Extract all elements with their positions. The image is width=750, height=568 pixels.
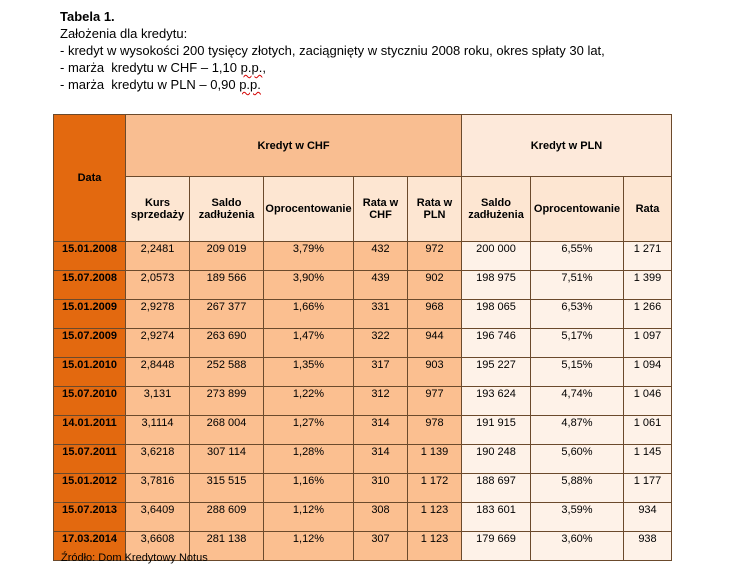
cell-exchange-rate: 3,6218	[126, 445, 190, 474]
cell-pln-balance: 198 975	[462, 271, 531, 300]
cell-installment-chf: 314	[354, 445, 408, 474]
group-header-row	[54, 115, 672, 177]
cell-installment-chf: 310	[354, 474, 408, 503]
table-row	[54, 387, 672, 416]
cell-installment-chf: 307	[354, 532, 408, 561]
cell-pln-interest: 5,15%	[531, 358, 624, 387]
cell-chf-balance: 281 138	[190, 532, 264, 561]
cell-chf-interest: 1,66%	[264, 300, 354, 329]
cell-installment-pln: 902	[408, 271, 462, 300]
cell-pln-installment: 1 266	[624, 300, 672, 329]
cell-pln-balance: 191 915	[462, 416, 531, 445]
table-title: Tabela 1.	[60, 9, 115, 24]
cell-exchange-rate: 3,7816	[126, 474, 190, 503]
pln-group-header: Kredyt w PLN	[462, 115, 672, 177]
cell-chf-interest: 3,90%	[264, 271, 354, 300]
cell-pln-installment: 1 061	[624, 416, 672, 445]
cell-exchange-rate: 2,2481	[126, 242, 190, 271]
assumption-loan-amount: - kredyt w wysokości 200 tysięcy złotych, zaciągnięty w styczniu 2008 roku, okres spłaty 30 lat,	[60, 43, 605, 58]
cell-exchange-rate: 2,8448	[126, 358, 190, 387]
cell-pln-balance: 190 248	[462, 445, 531, 474]
cell-installment-chf: 331	[354, 300, 408, 329]
cell-installment-chf: 322	[354, 329, 408, 358]
cell-chf-interest: 1,47%	[264, 329, 354, 358]
cell-pln-balance: 200 000	[462, 242, 531, 271]
table-row	[54, 445, 672, 474]
cell-installment-chf: 312	[354, 387, 408, 416]
date-column-header: Data	[54, 115, 126, 242]
cell-pln-interest: 5,88%	[531, 474, 624, 503]
col-chf-interest: Oprocentowanie	[264, 177, 354, 242]
cell-chf-balance: 268 004	[190, 416, 264, 445]
pp-comma: ,	[262, 60, 266, 75]
cell-pln-interest: 3,59%	[531, 503, 624, 532]
row-date: 15.07.2010	[54, 387, 126, 416]
cell-exchange-rate: 2,9274	[126, 329, 190, 358]
row-date: 15.07.2009	[54, 329, 126, 358]
cell-chf-interest: 1,35%	[264, 358, 354, 387]
table-row	[54, 300, 672, 329]
cell-installment-chf: 308	[354, 503, 408, 532]
cell-pln-interest: 5,17%	[531, 329, 624, 358]
cell-chf-balance: 263 690	[190, 329, 264, 358]
cell-installment-pln: 978	[408, 416, 462, 445]
cell-pln-installment: 938	[624, 532, 672, 561]
col-exchange-rate: Kurs sprzedaży	[126, 177, 190, 242]
cell-installment-chf: 314	[354, 416, 408, 445]
cell-installment-pln: 1 172	[408, 474, 462, 503]
cell-pln-interest: 5,60%	[531, 445, 624, 474]
cell-chf-interest: 1,12%	[264, 532, 354, 561]
cell-pln-balance: 196 746	[462, 329, 531, 358]
cell-chf-balance: 315 515	[190, 474, 264, 503]
cell-chf-balance: 267 377	[190, 300, 264, 329]
table-row	[54, 271, 672, 300]
cell-chf-balance: 288 609	[190, 503, 264, 532]
cell-pln-interest: 3,60%	[531, 532, 624, 561]
assumptions-heading: Założenia dla kredytu:	[60, 26, 188, 41]
cell-pln-balance: 193 624	[462, 387, 531, 416]
col-chf-balance: Saldo zadłużenia	[190, 177, 264, 242]
table-row	[54, 242, 672, 271]
cell-pln-installment: 934	[624, 503, 672, 532]
cell-chf-interest: 1,22%	[264, 387, 354, 416]
cell-chf-balance: 189 566	[190, 271, 264, 300]
cell-exchange-rate: 2,0573	[126, 271, 190, 300]
row-date: 15.07.2011	[54, 445, 126, 474]
table-row	[54, 416, 672, 445]
row-date: 15.01.2009	[54, 300, 126, 329]
row-date: 17.03.2014	[54, 532, 126, 561]
table-body	[54, 242, 672, 561]
cell-chf-interest: 1,27%	[264, 416, 354, 445]
table-row	[54, 329, 672, 358]
row-date: 15.07.2008	[54, 271, 126, 300]
column-header-row	[54, 177, 672, 242]
table-caption	[60, 8, 740, 93]
pp-unit-chf: p.p.	[240, 60, 263, 75]
cell-pln-installment: 1 097	[624, 329, 672, 358]
cell-installment-pln: 972	[408, 242, 462, 271]
row-date: 15.07.2013	[54, 503, 126, 532]
cell-pln-installment: 1 046	[624, 387, 672, 416]
cell-installment-chf: 317	[354, 358, 408, 387]
cell-pln-installment: 1 145	[624, 445, 672, 474]
cell-chf-interest: 3,79%	[264, 242, 354, 271]
cell-chf-balance: 209 019	[190, 242, 264, 271]
pp-unit-pln: p.p.	[239, 77, 261, 92]
col-pln-interest: Oprocentowanie	[531, 177, 624, 242]
cell-chf-interest: 1,16%	[264, 474, 354, 503]
cell-chf-balance: 307 114	[190, 445, 264, 474]
cell-pln-installment: 1 399	[624, 271, 672, 300]
col-pln-installment: Rata	[624, 177, 672, 242]
col-installment-pln: Rata w PLN	[408, 177, 462, 242]
cell-pln-interest: 4,87%	[531, 416, 624, 445]
assumption-margin-chf	[60, 59, 740, 76]
cell-installment-pln: 977	[408, 387, 462, 416]
table-row	[54, 358, 672, 387]
chf-group-header: Kredyt w CHF	[126, 115, 462, 177]
cell-pln-balance: 183 601	[462, 503, 531, 532]
cell-exchange-rate: 3,6608	[126, 532, 190, 561]
assumption-margin-pln	[60, 76, 740, 93]
cell-chf-interest: 1,12%	[264, 503, 354, 532]
cell-installment-pln: 1 123	[408, 503, 462, 532]
cell-pln-installment: 1 177	[624, 474, 672, 503]
cell-installment-chf: 439	[354, 271, 408, 300]
col-installment-chf: Rata w CHF	[354, 177, 408, 242]
row-date: 14.01.2011	[54, 416, 126, 445]
table-row	[54, 474, 672, 503]
cell-pln-interest: 6,55%	[531, 242, 624, 271]
cell-installment-pln: 1 139	[408, 445, 462, 474]
cell-exchange-rate: 2,9278	[126, 300, 190, 329]
cell-pln-installment: 1 271	[624, 242, 672, 271]
cell-pln-balance: 179 669	[462, 532, 531, 561]
cell-pln-balance: 188 697	[462, 474, 531, 503]
cell-chf-balance: 273 899	[190, 387, 264, 416]
cell-installment-pln: 944	[408, 329, 462, 358]
cell-chf-balance: 252 588	[190, 358, 264, 387]
col-pln-balance: Saldo zadłużenia	[462, 177, 531, 242]
cell-pln-interest: 6,53%	[531, 300, 624, 329]
row-date: 15.01.2012	[54, 474, 126, 503]
cell-chf-interest: 1,28%	[264, 445, 354, 474]
cell-exchange-rate: 3,131	[126, 387, 190, 416]
row-date: 15.01.2008	[54, 242, 126, 271]
cell-exchange-rate: 3,6409	[126, 503, 190, 532]
assumption-margin-pln-text: - marża kredytu w PLN – 0,90	[60, 77, 240, 92]
loan-comparison-table	[53, 114, 672, 561]
cell-pln-installment: 1 094	[624, 358, 672, 387]
cell-installment-pln: 968	[408, 300, 462, 329]
row-date: 15.01.2010	[54, 358, 126, 387]
cell-installment-pln: 1 123	[408, 532, 462, 561]
cell-pln-interest: 7,51%	[531, 271, 624, 300]
cell-pln-balance: 198 065	[462, 300, 531, 329]
source-note: Źródło: Dom Kredytowy Notus	[61, 552, 208, 564]
cell-exchange-rate: 3,1114	[126, 416, 190, 445]
table-row	[54, 503, 672, 532]
cell-installment-chf: 432	[354, 242, 408, 271]
cell-pln-balance: 195 227	[462, 358, 531, 387]
assumption-margin-chf-text: - marża kredytu w CHF – 1,10	[60, 60, 241, 75]
cell-installment-pln: 903	[408, 358, 462, 387]
cell-pln-interest: 4,74%	[531, 387, 624, 416]
